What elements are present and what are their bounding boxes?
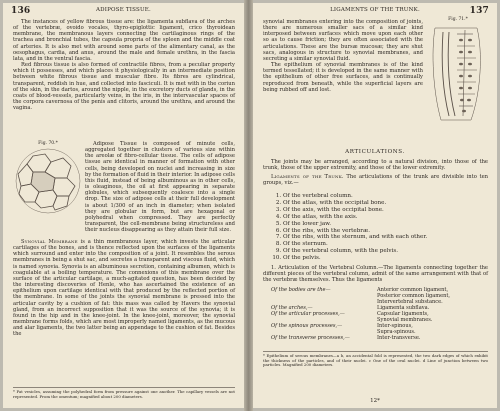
right-page-number: 137 bbox=[469, 6, 489, 16]
signature-mark: 12* bbox=[370, 398, 380, 404]
epithelium-illustration bbox=[427, 22, 489, 126]
table-cell: Inter-transverse. bbox=[377, 335, 421, 341]
list-item: 4. Of the atlas, with the axis. bbox=[283, 214, 488, 221]
table-cell: Intervertebral substance. bbox=[377, 299, 443, 305]
right-top-text bbox=[263, 19, 423, 93]
list-item: 7. Of the ribs, with the sternum, and with each other. bbox=[283, 234, 488, 241]
right-running-head bbox=[261, 7, 489, 16]
figure-70-label: Fig. 70.* bbox=[38, 141, 58, 146]
list-item: 5. Of the lower jaw. bbox=[283, 221, 488, 228]
figure-71 bbox=[427, 17, 489, 130]
list-item: 6. Of the ribs, with the vertebræ. bbox=[283, 228, 488, 235]
paragraph-red-fibrous: Red fibrous tissue is also formed of contractile fibres, from a peculiar property which it possesses, and which places it physiologically in an intermediate position between white fibrous tissue and muscular fibre. Its fibres are cylindrical, transparent, reddish in hue, and collected into fasciculi. It is met with in the coriun of the skin, in the dartos, around the nipple, in the excretory ducts of glands, in the coats of blood-vessels, particularly veins, in the iris, in the intervascular spaces of the corpora cavernosa of the penis and clitoris, around the urethra, and around the vagina. bbox=[13, 62, 235, 112]
synovial-heading: Synovial Membrane bbox=[21, 239, 78, 245]
left-footnote: * Fat vesicles, assuming the polyhedral form from pressure against one another. The capillary vessels are not represented. From the omentum; magnified about 200 diameters. bbox=[13, 389, 235, 399]
table-cell: Of the bodies are the— bbox=[271, 287, 331, 293]
table-cell: Synovial membranes. bbox=[377, 317, 433, 323]
list-item: 2. Of the atlas, with the occipital bone. bbox=[283, 200, 488, 207]
left-page-number: 136 bbox=[11, 6, 31, 16]
paragraph-epithelium: The epithelium of synovial membranes is of the kind termed tessellated; it is developed in the same manner with the epithelium of other free surfaces, and is continually reproduced from beneath, while the superficial layers are being rubbed off and lost. bbox=[263, 62, 423, 93]
left-running-title: ADIPOSE TISSUE. bbox=[96, 7, 151, 13]
table-cell: Of the spinous processes,— bbox=[271, 323, 343, 329]
adipose-text bbox=[85, 141, 235, 233]
fat-cells-illustration bbox=[13, 146, 83, 216]
left-running-head bbox=[11, 7, 236, 16]
paragraph-yellow-fibrous: The instances of yellow fibrous tissue are: the ligamenta subflava of the arches of the vertebræ, ovoido vocales, thyro-epiglottic ligament, crico thyroidean membrane, the membranous layers connecting the cartilaginous rings of the trachea and bronchial tubes, the capsula propria of the spleen and the middle coat of arteries. It is also met with around some parts of the alimentary canal, as the oesophagus, cardia, and anus, around the male and female urethra, in the fascia lata, and in the ventral fascia. bbox=[13, 19, 235, 62]
ligaments-trunk-heading: Ligaments of the Trunk. bbox=[271, 174, 344, 181]
ligaments-intro: The articulations of the trunk are divisible into ten groups, viz.— bbox=[263, 174, 488, 187]
table-cell: Anterior common ligament, bbox=[377, 287, 449, 293]
table-cell: Of the transverse processes,— bbox=[271, 335, 350, 341]
vertebral-text bbox=[263, 265, 488, 283]
paragraph-articulations: The joints may be arranged, according to a natural division, into those of the trunk, those of the upper extremity, and those of the lower extremity. bbox=[263, 159, 488, 172]
table-cell: Posterior common ligament, bbox=[377, 293, 451, 299]
table-cell: Of the articular processes,— bbox=[271, 311, 345, 317]
right-footnote: * Epithelium of serous membranes—a b, an accidental fold is represented, the two dark edges of which exhibit the thickness of the particles, and of their nuclei. c One of the oval nuclei. d Line of junction between two particles. Magnified 200 diameters. bbox=[263, 353, 488, 368]
list-item: 8. Of the sternum. bbox=[283, 241, 488, 248]
articulation-groups-list bbox=[263, 193, 488, 262]
table-cell: Capsular ligaments, bbox=[377, 311, 429, 317]
paragraph-vertebral-column: 1. Articulation of the Vertebral Column.—The ligaments connecting together the different pieces of the vertebral column, admit of the same arrangement with that of the vertebræ themselves. Thus the ligaments bbox=[263, 265, 488, 284]
list-item: 3. Of the axis, with the occipital bone. bbox=[283, 207, 488, 214]
list-item: 1. Of the vertebral column. bbox=[283, 193, 488, 200]
left-page bbox=[3, 3, 244, 408]
paragraph-adipose: Adipose Tissue is composed of minute cells, aggregated together in clusters of various size within the areolæ of fibro-cellular tissue. The cells of adipose tissue are identical in manner of formation with other cells, being developed on nuclei and increasing in size by the formation of fluid in their interior. In adipose cells this fluid, instead of being albuminous as in other cells, is oleaginous, the oil at first appearing in separate globules, which subsequently coalesce into a single drop. The size of adipose cells at their full development is about 1/300 of an inch in diameter; when isolated they are globular in form, but are hexagonal or polyhedral when compressed. They are perfectly transparent, the cell-membrane being structureless and their nucleus disappearing as they attain their full size. bbox=[85, 141, 236, 234]
right-running-title: LIGAMENTS OF THE TRUNK. bbox=[330, 7, 420, 13]
figure-70 bbox=[13, 141, 83, 220]
paragraph-synovial: is a thin membranous layer, which invests the articular cartilages of the bones, and is thence reflected upon the surfaces of the ligaments which surround and enter into the composition of a joint. It resembles the serous membranes in being a shut sac, and secretes a transparent and viscous fluid, which is named synovia. Synovia is an albuminous secretion, containing albumen, which is coagulable at a boiling temperature. The connexions of this membrane over the surface of the articular cartilage, a much-agitated question, has been decided by the interesting discoveries of Henle, who has ascertained the existence of an epithelium upon cartilage identical with that produced by the reflected portion of the membrane. In some of the joints the synovial membrane is pressed into the articular cavity by a cushion of fat: this mass was called by Havers the synovial gland, from an incorrect supposition that it was the source of the synovia; it is found in the hip and in the knee-joint. In the knee-joint, moreover, the synovial membrane forms folds, which are most improperly named ligaments, as the mucous and alar ligaments, the two latter being an appendage to the cushion of fat. Besides the bbox=[13, 239, 235, 338]
right-page bbox=[253, 3, 497, 408]
table-cell: Of the arches,— bbox=[271, 305, 313, 311]
articulations-heading: ARTICULATIONS. bbox=[345, 149, 405, 155]
table-cell: Inter-spinous, bbox=[377, 323, 413, 329]
synovial-text bbox=[13, 239, 235, 338]
table-cell: Supra-spinous. bbox=[377, 329, 416, 335]
paragraph-bursae: synovial membranes entering into the composition of joints, there are numerous smaller sacs of a similar kind interposed between surfaces which move upon each other so as to cause friction; they are often associated with the articulations. These are the bursæ mucosæ; they are shut sacs, analogous in structure to synovial membranes, and secreting a similar synovial fluid. bbox=[263, 19, 423, 62]
ligament-table bbox=[263, 287, 488, 341]
list-item: 9. Of the vertebral column, with the pelvis. bbox=[283, 248, 488, 255]
table-cell: Ligamenta subflava. bbox=[377, 305, 430, 311]
left-top-text bbox=[13, 19, 235, 111]
list-item: 10. Of the pelvis. bbox=[283, 255, 488, 262]
articulations-text bbox=[263, 159, 488, 187]
figure-71-label: Fig. 71.* bbox=[448, 17, 468, 22]
book-gutter bbox=[244, 0, 253, 411]
